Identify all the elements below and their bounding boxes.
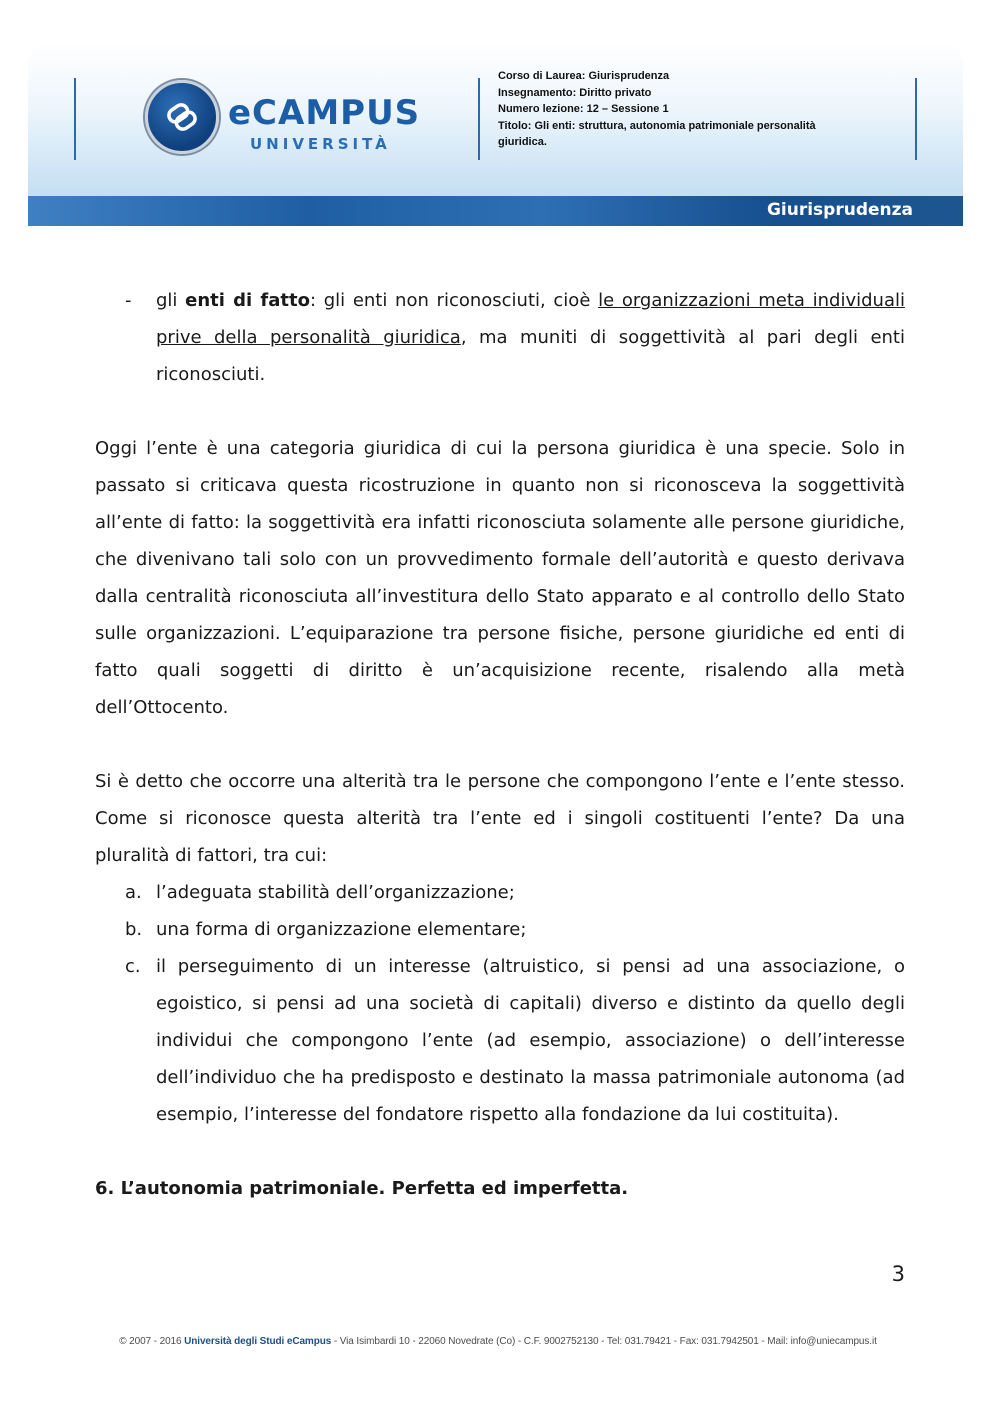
list-text: il perseguimento di un interesse (altruistico, si pensi ad una associazione, o egoistico, si pensi ad una società di capitali) diverso e distinto da quello degli individui che compongono l’ente (ad esempio, associazione) o dell’interesse dell’individuo che ha predisposto e destinato la massa patrimoniale autonoma (ad esempio, l’interesse del fondatore rispetto alla fondazione da lui costituita). [156, 956, 905, 1125]
footer-details: - Via Isimbardi 10 - 22060 Novedrate (Co) - C.F. 9002752130 - Tel: 031.79421 - Fax: 031.7942501 - Mail: info@uniecampus.it [331, 1336, 877, 1347]
course-info [498, 68, 898, 151]
footer [88, 1336, 908, 1347]
page-number: 3 [891, 1262, 905, 1286]
list-mark: c. [125, 956, 141, 977]
course-line: Numero lezione: 12 – Sessione 1 [498, 103, 669, 115]
divider-right [915, 78, 917, 160]
course-line: Corso di Laurea: Giurisprudenza [498, 70, 670, 82]
paragraph: Si è detto che occorre una alterità tra le persone che compongono l’ente e l’ente stesso. Come si riconosce questa alterità tra l’ente ed i singoli costituenti l’ente? Da una pluralità di fattori, tra cui: [95, 771, 905, 866]
bullet-underlined-text: le organizzazioni meta individuali prive della personalità giuridica [156, 290, 905, 348]
document-body [95, 282, 905, 1207]
divider-middle [478, 78, 480, 160]
list-mark: b. [125, 919, 143, 940]
section-title: 6. L’autonomia patrimoniale. Perfetta ed imperfetta. [95, 1178, 629, 1199]
faculty-label: Giurisprudenza [766, 200, 913, 220]
bullet-lead: gli [156, 290, 186, 311]
list-item [95, 948, 905, 1133]
paragraph: Oggi l’ente è una categoria giuridica di cui la persona giuridica è una specie. Solo in passato si criticava questa ricostruzione in quanto non si riconosceva la soggettività all’ente di fatto: la soggettività era infatti riconosciuta solamente alle persone giuridiche, che divenivano tali solo con un provvedimento formale dell’autorità e questo derivava dalla centralità riconosciuta all’investitura dello Stato apparato e al controllo dello Stato sulle organizzazioni. L’equiparazione tra persone fisiche, persone giuridiche ed enti di fatto quali soggetti di diritto è un’acquisizione recente, risalendo alla metà dell’Ottocento. [95, 438, 905, 718]
list-text: l’adeguata stabilità dell’organizzazione; [156, 882, 515, 903]
bullet-bold-term: enti di fatto [185, 290, 310, 311]
bullet-mark: - [125, 290, 132, 311]
university-logo-icon [145, 80, 219, 154]
course-line: giuridica. [498, 136, 547, 148]
list-item [95, 874, 905, 911]
list-item [95, 911, 905, 948]
footer-copyright: © 2007 - 2016 [119, 1336, 185, 1347]
divider-left [74, 78, 76, 160]
bullet-text: : gli enti non riconosciuti, cioè [309, 290, 599, 311]
course-line: Titolo: Gli enti: struttura, autonomia patrimoniale personalità [498, 119, 816, 132]
bullet-rest: , ma muniti di soggettività al pari degli enti riconosciuti. [156, 327, 905, 385]
list-mark: a. [125, 882, 142, 903]
brand-subtitle: UNIVERSITÀ [250, 135, 391, 153]
list-text: una forma di organizzazione elementare; [156, 919, 527, 940]
header-stripe [28, 196, 963, 226]
brand-name: eCAMPUS [228, 93, 421, 133]
course-line: Insegnamento: Diritto privato [498, 86, 652, 99]
bullet-item [95, 282, 905, 393]
footer-university: Università degli Studi eCampus [184, 1336, 332, 1347]
